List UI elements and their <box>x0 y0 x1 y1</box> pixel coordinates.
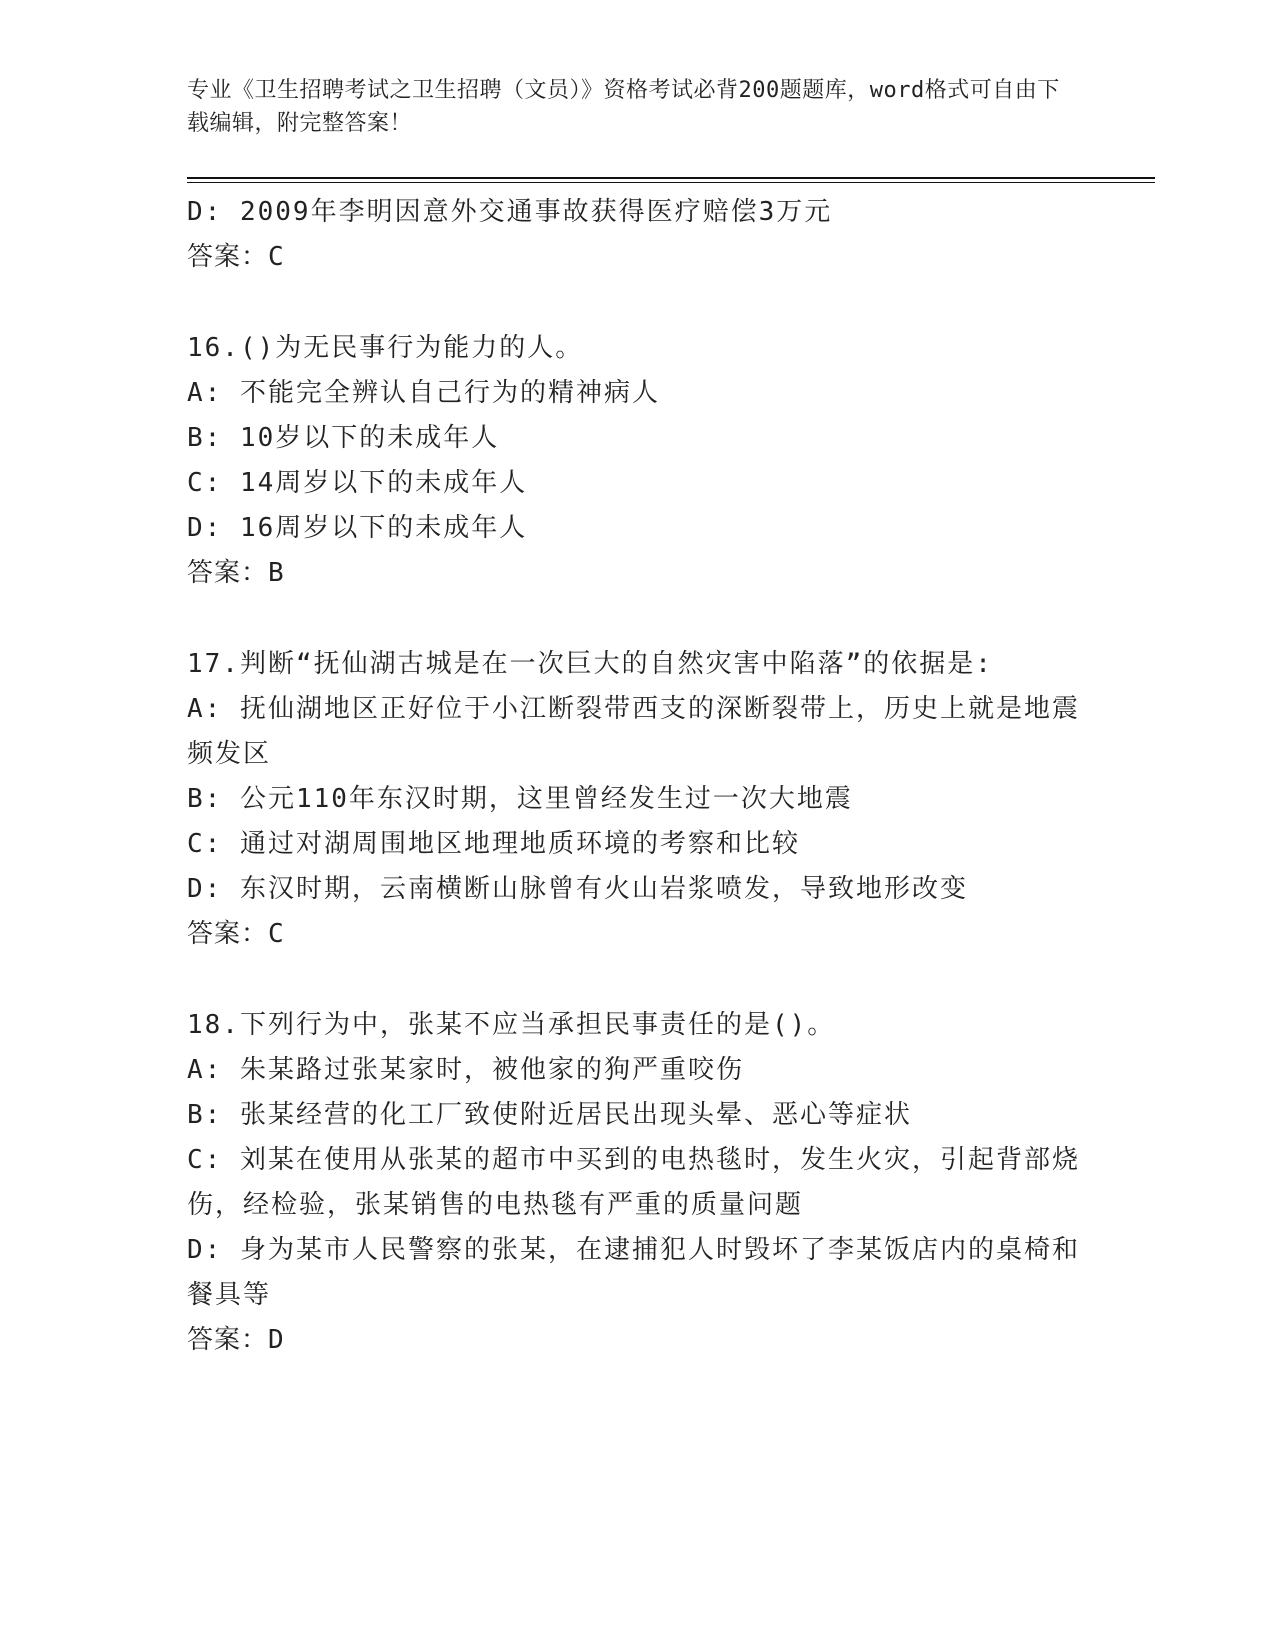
option-b: B: 公元110年东汉时期，这里曾经发生过一次大地震 <box>187 784 853 814</box>
answer: 答案：B <box>187 558 285 588</box>
answer: 答案：D <box>187 1325 285 1355</box>
question-17 <box>187 642 1087 957</box>
question-stem: 18.下列行为中，张某不应当承担民事责任的是()。 <box>187 1010 836 1040</box>
question-stem: 17.判断“抚仙湖古城是在一次巨大的自然灾害中陷落”的依据是: <box>187 649 993 679</box>
question-18 <box>187 1003 1087 1363</box>
carryover-option-d: D: 2009年李明因意外交通事故获得医疗赔偿3万元 <box>187 197 833 227</box>
spacer <box>187 957 1087 1003</box>
document-title: 专业《卫生招聘考试之卫生招聘（文员）》资格考试必背200题题库，word格式可自由下载编辑，附完整答案！ <box>187 78 1060 136</box>
answer: 答案：C <box>187 919 285 949</box>
question-stem: 16.()为无民事行为能力的人。 <box>187 333 584 363</box>
option-a: A: 抚仙湖地区正好位于小江断裂带西支的深断裂带上，历史上就是地震频发区 <box>187 694 1080 769</box>
option-d: D: 身为某市人民警察的张某，在逮捕犯人时毁坏了李某饭店内的桌椅和餐具等 <box>187 1235 1080 1310</box>
option-c: C: 14周岁以下的未成年人 <box>187 468 528 498</box>
option-a: A: 朱某路过张某家时，被他家的狗严重咬伤 <box>187 1055 744 1085</box>
header-divider-thin <box>187 182 1155 183</box>
header-divider <box>187 177 1155 179</box>
option-d: D: 东汉时期，云南横断山脉曾有火山岩浆喷发，导致地形改变 <box>187 874 968 904</box>
option-c: C: 通过对湖周围地区地理地质环境的考察和比较 <box>187 829 800 859</box>
carryover-answer: 答案：C <box>187 242 285 272</box>
option-d: D: 16周岁以下的未成年人 <box>187 513 528 543</box>
option-c: C: 刘某在使用从张某的超市中买到的电热毯时，发生火灾，引起背部烧伤，经检验，张某销售的电热毯有严重的质量问题 <box>187 1145 1080 1220</box>
spacer <box>187 596 1087 642</box>
spacer <box>187 280 1087 326</box>
option-b: B: 张某经营的化工厂致使附近居民出现头晕、恶心等症状 <box>187 1100 912 1130</box>
option-b: B: 10岁以下的未成年人 <box>187 423 500 453</box>
option-a: A: 不能完全辨认自己行为的精神病人 <box>187 378 660 408</box>
question-16 <box>187 326 1087 596</box>
question-content <box>187 190 1087 1363</box>
page-header <box>187 74 1077 140</box>
